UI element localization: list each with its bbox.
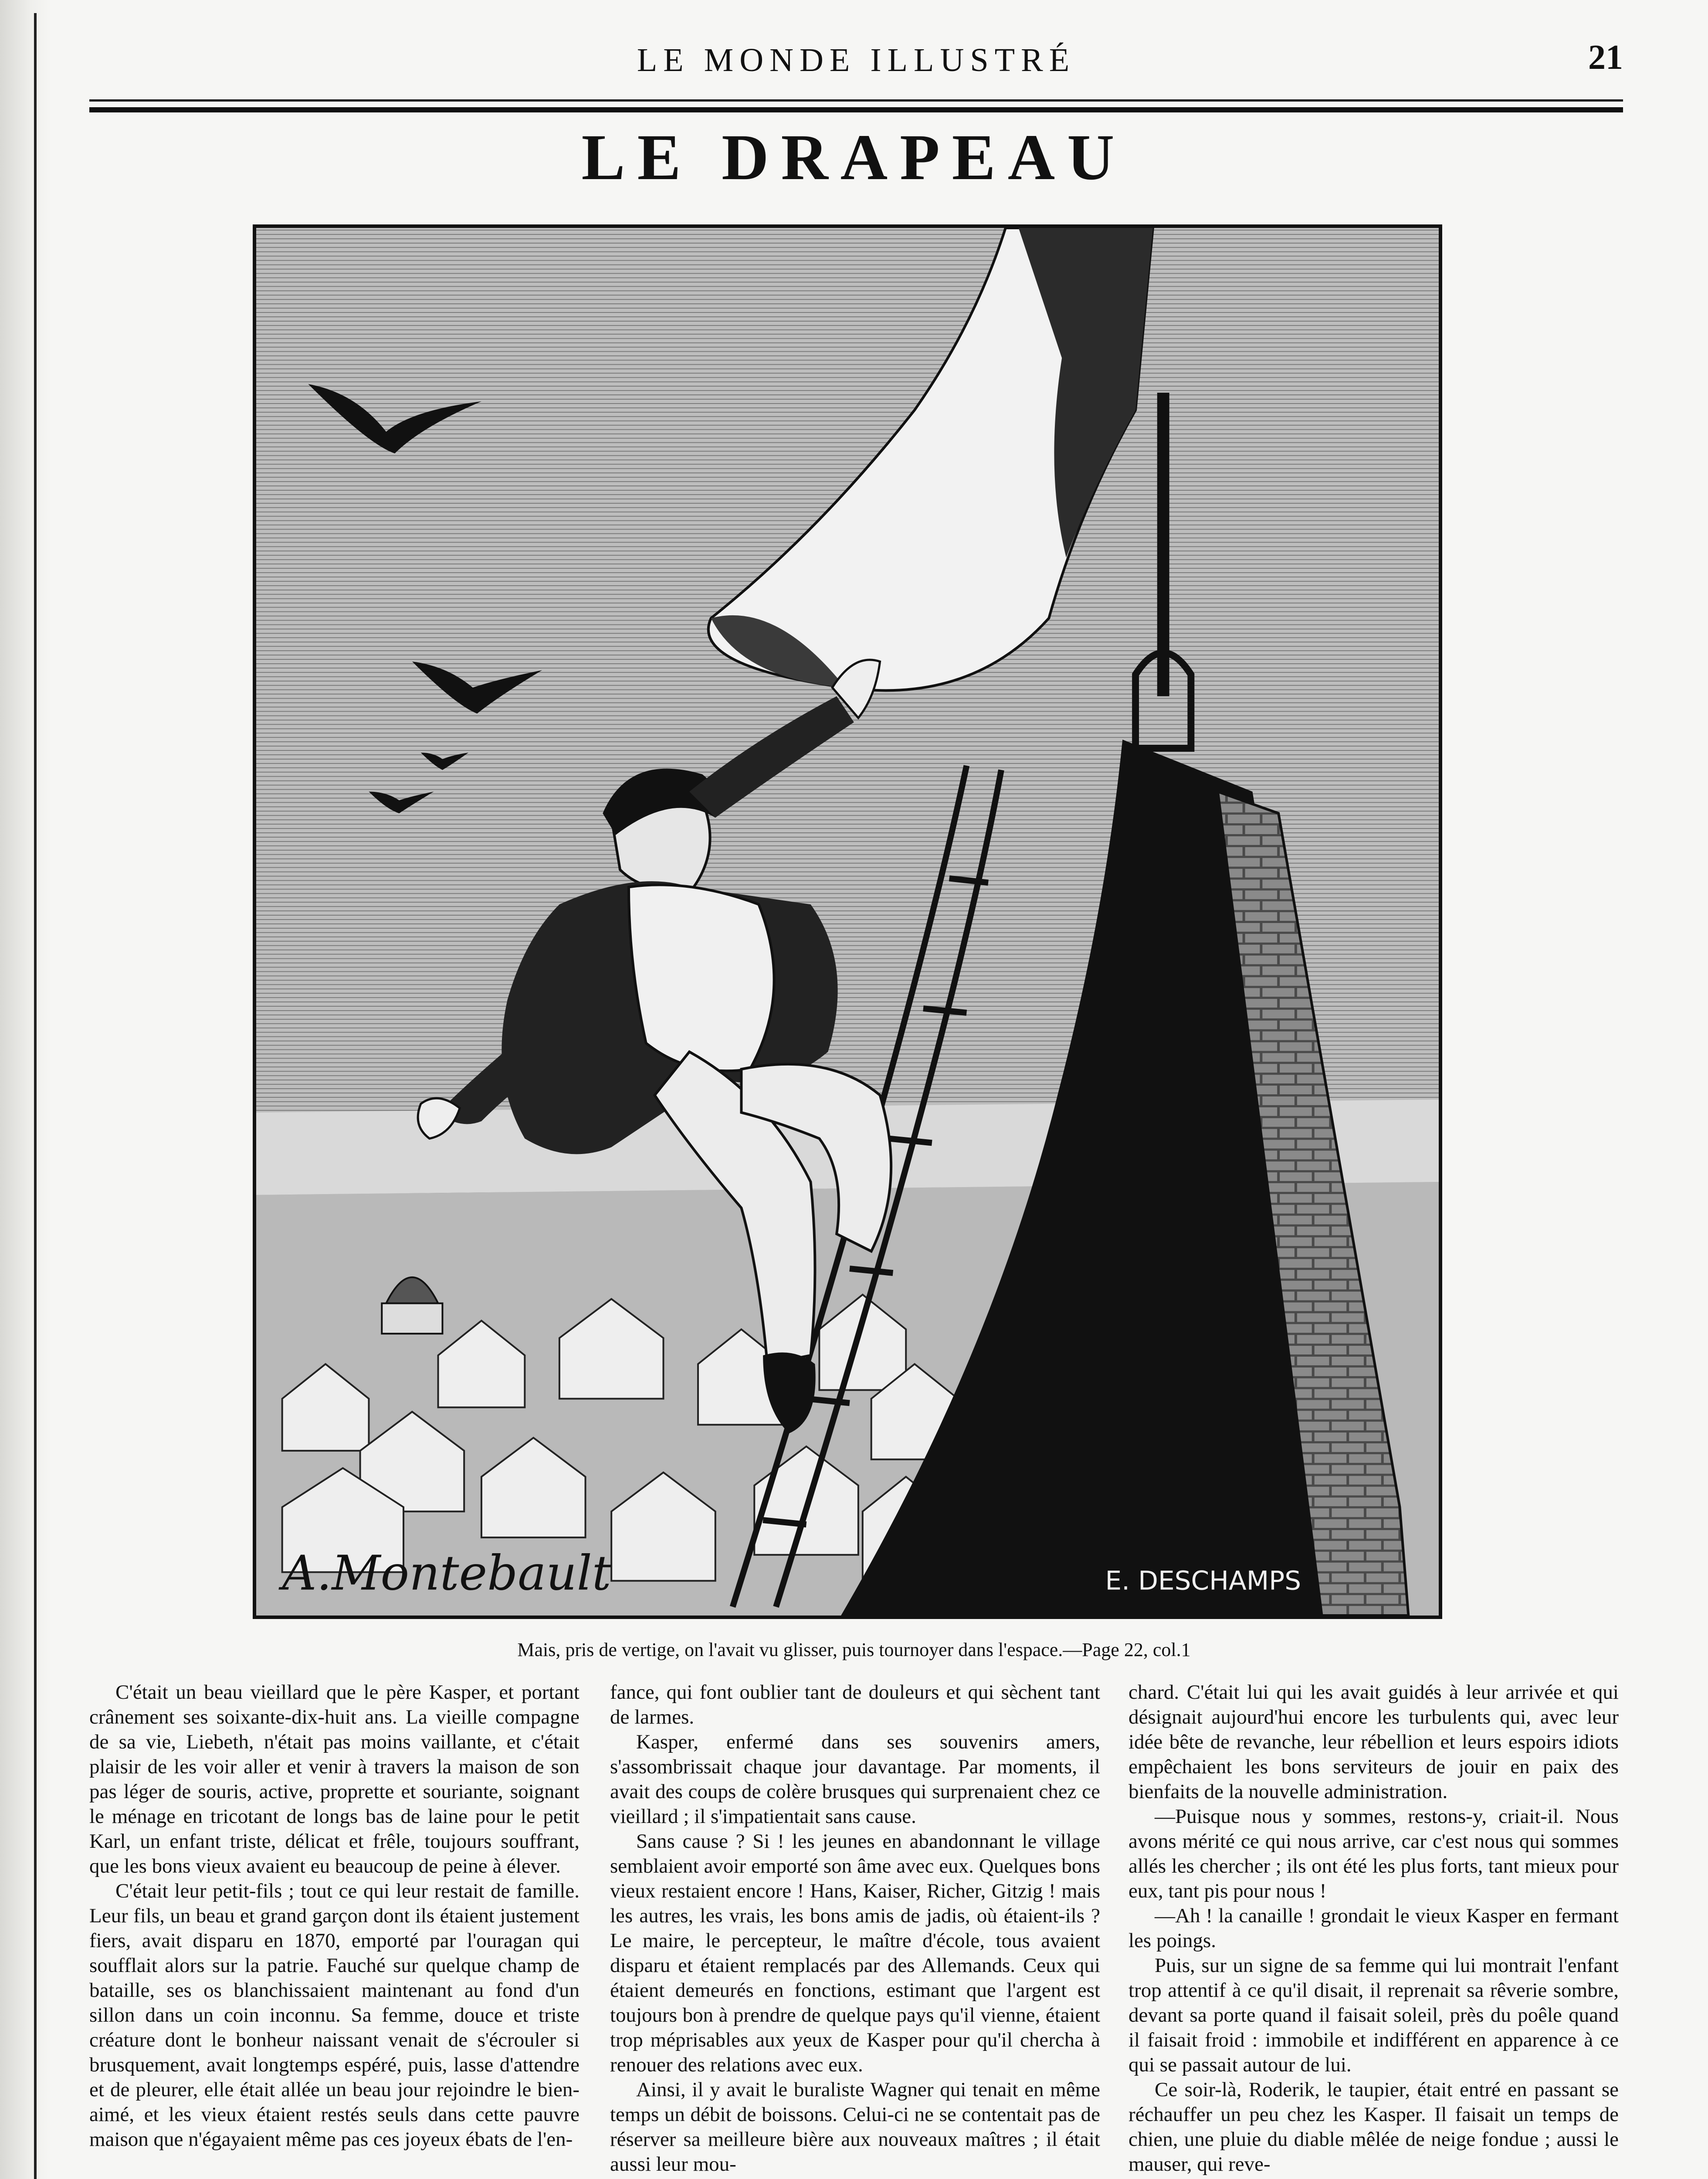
paragraph: —Ah ! la canaille ! grondait le vieux Kasper en fermant les poings.	[1128, 1904, 1619, 1952]
text-column-1	[89, 1680, 580, 2152]
paragraph: C'était leur petit-fils ; tout ce qui leur restait de famille. Leur fils, un beau et grand garçon dont ils étaient justement fiers, avait disparu en 1870, emporté par l'ouragan qui soufflait alors sur la patrie. Fauché sur quelque champ de bataille, ses os blanchissaient maintenant au fond d'un sillon dans un coin inconnu. Sa femme, douce et triste créature dont le bonheur naissant venait de s'écrouler si brusquement, avait longtemps espéré, puis, lasse d'attendre et de pleurer, elle était allée un beau jour rejoindre le bien-aimé, et les vieux étaient restés seuls dans cette pauvre maison que n'égayaient même pas ces joyeux ébats de l'en-	[89, 1880, 580, 2151]
artist-signature-left: A.Montebault	[282, 1545, 611, 1601]
illustration-caption: Mais, pris de vertige, on l'avait vu glisser, puis tournoyer dans l'espace.—Page 22, col.1	[517, 1639, 1191, 1660]
article-title: LE DRAPEAU	[581, 121, 1127, 193]
page-number: 21	[1588, 38, 1623, 77]
paragraph: Ce soir-là, Roderik, le taupier, était entré en passant se réchauffer un peu chez les Kasper. Il faisait un temps de chien, une pluie du diable mêlée de neige fondue ; aussi le mauser, qui reve-	[1128, 2078, 1619, 2176]
masthead: LE MONDE ILLUSTRÉ	[637, 42, 1076, 78]
binding-gutter	[0, 0, 51, 2179]
paragraph: C'était un beau vieillard que le père Kasper, et portant crânement ses soixante-dix-huit ans. La vieille compagne de sa vie, Liebeth, n'était pas moins vaillante, et c'était plaisir de les voir aller et venir à travers la maison de son pas léger de souris, active, proprette et souriante, soignant le ménage en tricotant de longs bas de laine pour le petit Karl, un enfant triste, délicat et frêle, toujours souffrant, que les bons vieux avaient eu beaucoup de peine à élever.	[89, 1681, 580, 1877]
binding-rule	[34, 13, 37, 2179]
paragraph: Puis, sur un signe de sa femme qui lui montrait l'enfant trop attentif à ce qu'il disait, il reprenait sa rêverie sombre, devant sa porte quand il faisait soleil, près du poêle quand il faisait froid : immobile et indifférent en apparence à ce qui se passait autour de lui.	[1128, 1954, 1619, 2076]
page-header	[89, 38, 1623, 81]
header-rule-thin	[89, 99, 1623, 102]
text-column-2	[610, 1680, 1100, 2177]
paragraph: chard. C'était lui qui les avait guidés à leur arrivée et qui désignait aujourd'hui encore les turbulents qui, avec leur idée bête de revanche, leur rébellion et leurs espoirs idiots empêchaient les bons serviteurs de jouir en paix des bienfaits de la nouvelle administration.	[1128, 1681, 1619, 1803]
paragraph: Sans cause ? Si ! les jeunes en abandonnant le village semblaient avoir emporté son âme avec eux. Quelques bons vieux restaient encore ! Hans, Kaiser, Richer, Gitzig ! mais les autres, les vrais, les bons amis de jadis, où étaient-ils ? Le maire, le percepteur, le maître d'école, tous avaient disparu et étaient remplacés par des Allemands. Ceux qui étaient demeurés en fonctions, estimant que l'argent est toujours bon à prendre de quelque pays qu'il vienne, étaient trop méprisables aux yeux de Kasper pour qu'il chercha à renouer des relations avec eux.	[610, 1830, 1100, 2076]
paragraph: Ainsi, il y avait le buraliste Wagner qui tenait en même temps un débit de boissons. Celui-ci ne se contentait pas de réserver sa meilleure bière aux nouveaux maîtres ; il était aussi leur mou-	[610, 2078, 1100, 2176]
paragraph: fance, qui font oublier tant de douleurs et qui sèchent tant de larmes.	[610, 1681, 1100, 1728]
engraving-drawing	[256, 228, 1439, 1616]
paragraph: Kasper, enfermé dans ses souvenirs amers, s'assombrissait chaque jour davantage. Par moments, il avait des coups de colère brusques qui surprenaient chez ce vieillard ; il s'impatientait sans cause.	[610, 1731, 1100, 1828]
engraving-illustration	[253, 224, 1442, 1619]
header-rule-thick	[89, 107, 1623, 112]
artist-signature-right: E. DESCHAMPS	[1105, 1566, 1301, 1596]
paragraph: —Puisque nous y sommes, restons-y, criait-il. Nous avons mérité ce qui nous arrive, car c'est nous qui sommes allés les chercher ; ils ont été les plus forts, tant mieux pour eux, tant pis pour nous !	[1128, 1805, 1619, 1902]
text-column-3	[1128, 1680, 1619, 2177]
